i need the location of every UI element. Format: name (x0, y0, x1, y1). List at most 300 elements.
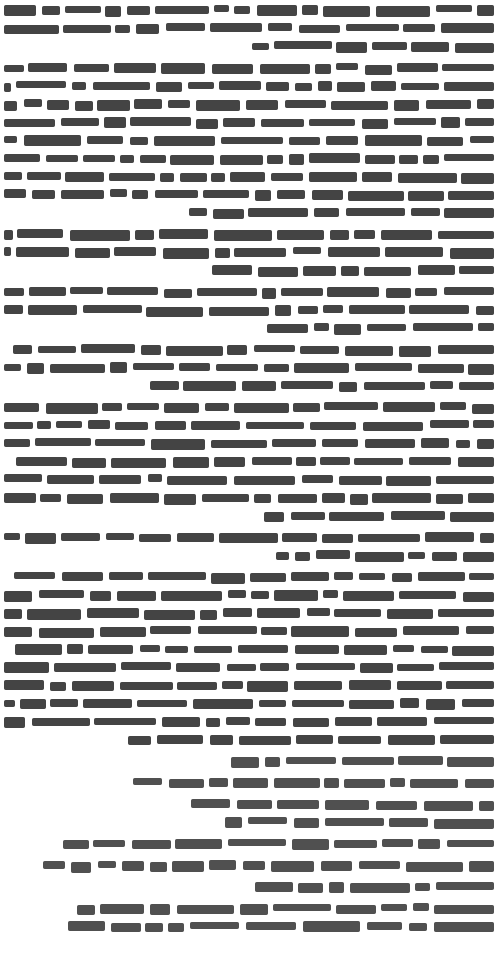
ink-stroke (203, 190, 249, 198)
signatory-entry (4, 879, 494, 895)
ink-stroke (148, 572, 206, 580)
ink-stroke (430, 381, 453, 389)
ink-stroke (367, 324, 406, 331)
ink-stroke (242, 381, 276, 392)
ink-stroke (100, 904, 144, 914)
ink-stroke (325, 800, 369, 810)
ink-stroke (350, 494, 368, 504)
text-line (4, 918, 494, 934)
ink-stroke (441, 23, 494, 32)
ink-stroke (399, 346, 431, 357)
ink-stroke (323, 590, 339, 598)
text-line (4, 378, 494, 394)
ink-stroke (16, 247, 68, 256)
ink-stroke (458, 457, 494, 467)
ink-stroke (16, 81, 66, 89)
ink-stroke (139, 534, 171, 543)
ink-stroke (100, 627, 146, 637)
ink-stroke (163, 248, 209, 259)
ink-stroke (336, 63, 358, 70)
ink-stroke (145, 923, 163, 932)
ink-stroke (299, 25, 340, 33)
ink-stroke (50, 699, 78, 707)
signatory-entry (4, 836, 494, 852)
ink-stroke (394, 118, 436, 125)
ink-stroke (47, 475, 93, 485)
ink-stroke (4, 364, 21, 371)
ink-stroke (444, 208, 494, 218)
ink-stroke (4, 305, 23, 314)
signatories-list (4, 753, 494, 934)
text-line (4, 150, 494, 166)
ink-stroke (345, 346, 393, 355)
ink-stroke (338, 736, 381, 744)
text-line (4, 453, 494, 469)
text-line (4, 204, 494, 220)
ink-stroke (214, 5, 229, 12)
ink-stroke (430, 420, 469, 428)
ink-stroke (339, 382, 357, 392)
ink-stroke (148, 474, 162, 481)
text-line (4, 732, 494, 748)
ink-stroke (314, 208, 339, 216)
ink-stroke (267, 155, 283, 164)
ink-stroke (398, 756, 443, 765)
ink-stroke (413, 323, 473, 331)
ink-stroke (349, 700, 394, 710)
ink-stroke (415, 883, 431, 892)
ink-stroke (140, 155, 166, 163)
ink-stroke (38, 346, 76, 353)
ink-stroke (4, 533, 20, 541)
ink-stroke (167, 476, 227, 485)
ink-stroke (46, 403, 98, 414)
ink-stroke (376, 801, 417, 811)
ink-stroke (450, 512, 494, 523)
ink-stroke (172, 861, 205, 872)
ink-stroke (156, 82, 182, 92)
ink-stroke (292, 700, 344, 708)
ink-stroke (260, 64, 310, 74)
ink-stroke (329, 882, 344, 893)
ink-stroke (130, 117, 191, 126)
ink-stroke (330, 230, 349, 240)
ink-stroke (337, 82, 365, 93)
ink-stroke (425, 532, 474, 542)
ink-stroke (4, 474, 42, 482)
ink-stroke (214, 457, 246, 468)
ink-stroke (97, 100, 130, 111)
ink-stroke (133, 778, 162, 786)
ink-stroke (254, 494, 272, 503)
ink-stroke (275, 305, 291, 316)
ink-stroke (72, 458, 106, 469)
ink-stroke (295, 552, 310, 561)
ink-stroke (388, 735, 435, 745)
ink-stroke (196, 119, 218, 129)
ink-stroke (298, 306, 318, 314)
ink-stroke (318, 81, 332, 91)
ink-stroke (93, 82, 150, 91)
ink-stroke (164, 289, 193, 298)
ink-stroke (363, 422, 423, 431)
ink-stroke (240, 904, 268, 915)
ink-stroke (446, 681, 494, 689)
text-line (4, 341, 494, 357)
ink-stroke (136, 24, 159, 34)
text-line (4, 857, 494, 873)
ink-stroke (294, 681, 342, 690)
ink-stroke (159, 229, 208, 239)
ink-stroke (272, 439, 316, 448)
statement-paragraph (4, 2, 494, 54)
ink-stroke (439, 662, 494, 670)
ink-stroke (74, 64, 109, 72)
ink-stroke (77, 905, 95, 915)
ink-stroke (434, 819, 494, 830)
ink-stroke (314, 323, 329, 331)
ink-stroke (215, 248, 230, 258)
ink-stroke (177, 682, 217, 690)
ink-stroke (339, 476, 382, 486)
ink-stroke (285, 100, 326, 108)
text-line (4, 284, 494, 300)
ink-stroke (381, 230, 432, 240)
ink-stroke (322, 534, 353, 543)
ink-stroke (459, 266, 494, 274)
ink-stroke (477, 439, 494, 449)
ink-stroke (56, 421, 83, 428)
ink-stroke (397, 63, 437, 71)
ink-stroke (316, 550, 350, 559)
ink-stroke (111, 923, 141, 933)
ink-stroke (43, 861, 65, 869)
ink-stroke (121, 662, 171, 670)
ink-stroke (406, 862, 463, 872)
ink-stroke (444, 154, 494, 161)
ink-stroke (463, 592, 494, 603)
ink-stroke (94, 718, 156, 725)
ink-stroke (409, 923, 427, 931)
ink-stroke (14, 572, 55, 579)
ink-stroke (465, 779, 494, 788)
text-line (4, 302, 494, 318)
ink-stroke (346, 208, 405, 216)
signatory-entry (4, 796, 494, 830)
ink-stroke (40, 494, 61, 502)
ink-stroke (382, 839, 413, 847)
signatory-entry (4, 857, 494, 873)
ink-stroke (4, 136, 17, 143)
ink-stroke (212, 265, 252, 275)
ink-stroke (117, 591, 156, 602)
ink-stroke (95, 439, 145, 446)
ink-stroke (250, 573, 285, 583)
ink-stroke (135, 230, 154, 241)
ink-stroke (162, 717, 200, 728)
ink-stroke (190, 922, 240, 929)
ink-stroke (291, 512, 325, 520)
ink-stroke (227, 664, 256, 671)
ink-stroke (39, 590, 84, 598)
ink-stroke (289, 154, 304, 165)
ink-stroke (205, 403, 229, 412)
ink-stroke (4, 172, 22, 180)
ink-stroke (4, 288, 24, 296)
ink-stroke (75, 101, 93, 112)
ink-stroke (400, 698, 419, 707)
ink-stroke (27, 609, 81, 619)
statement-paragraph (4, 60, 494, 220)
ink-stroke (255, 718, 286, 726)
ink-stroke (221, 137, 283, 145)
ink-stroke (120, 155, 134, 163)
ink-stroke (219, 81, 262, 90)
ink-stroke (397, 681, 442, 690)
ink-stroke (4, 25, 59, 34)
text-line (4, 623, 494, 639)
ink-stroke (226, 717, 250, 724)
ink-stroke (237, 800, 272, 808)
ink-stroke (274, 778, 319, 788)
ink-stroke (376, 6, 430, 17)
ink-stroke (83, 155, 115, 162)
ink-stroke (470, 136, 494, 144)
ink-stroke (211, 440, 267, 448)
ink-stroke (212, 64, 253, 74)
ink-stroke (161, 591, 222, 602)
text-line (4, 587, 494, 603)
ink-stroke (110, 362, 127, 373)
ink-stroke (65, 172, 104, 181)
signatory-entry (4, 900, 494, 934)
ink-stroke (219, 533, 278, 543)
ink-stroke (32, 190, 55, 199)
ink-stroke (251, 591, 268, 599)
ink-stroke (216, 364, 258, 371)
ink-stroke (403, 24, 435, 32)
text-line (4, 262, 494, 278)
ink-stroke (426, 100, 471, 109)
ink-stroke (210, 735, 233, 745)
ink-stroke (4, 119, 55, 128)
document-page (4, 2, 494, 970)
ink-stroke (436, 476, 494, 484)
signatory-entry (4, 753, 494, 769)
statement-paragraph (4, 284, 494, 336)
ink-stroke (277, 230, 324, 240)
ink-stroke (358, 534, 420, 543)
ink-stroke (409, 305, 469, 314)
ink-stroke (127, 403, 159, 411)
ink-stroke (211, 573, 245, 583)
ink-stroke (372, 42, 407, 50)
ink-stroke (261, 627, 287, 635)
ink-stroke (141, 345, 162, 355)
ink-stroke (438, 609, 494, 617)
ink-stroke (99, 475, 141, 484)
ink-stroke (476, 306, 494, 315)
ink-stroke (193, 699, 253, 708)
ink-stroke (259, 700, 285, 707)
ink-stroke (128, 736, 152, 745)
ink-stroke (327, 287, 380, 296)
ink-stroke (334, 572, 353, 581)
text-line (4, 168, 494, 184)
text-line (4, 78, 494, 94)
ink-stroke (264, 364, 289, 373)
ink-stroke (4, 493, 36, 503)
ink-stroke (322, 439, 358, 447)
ink-stroke (107, 287, 158, 295)
ink-stroke (65, 6, 101, 13)
ink-stroke (257, 5, 298, 15)
ink-stroke (408, 191, 444, 200)
ink-stroke (122, 861, 144, 871)
ink-stroke (231, 757, 258, 768)
ink-stroke (348, 191, 404, 201)
ink-stroke (4, 422, 33, 429)
ink-stroke (13, 345, 33, 354)
ink-stroke (271, 861, 315, 872)
ink-stroke (47, 100, 69, 110)
ink-stroke (295, 83, 312, 92)
ink-stroke (441, 117, 460, 128)
ink-stroke (39, 628, 94, 638)
ink-stroke (418, 839, 440, 848)
ink-stroke (223, 608, 252, 617)
ink-stroke (322, 493, 345, 503)
ink-stroke (151, 439, 205, 449)
statement-paragraph (4, 529, 494, 563)
ink-stroke (50, 682, 66, 692)
ink-stroke (365, 439, 415, 448)
text-line (4, 879, 494, 895)
ink-stroke (133, 363, 175, 370)
ink-stroke (183, 381, 235, 391)
ink-stroke (293, 403, 319, 412)
ink-stroke (377, 717, 427, 726)
ink-stroke (401, 83, 438, 91)
ink-stroke (310, 422, 357, 431)
ink-stroke (228, 839, 286, 846)
ink-stroke (169, 779, 204, 787)
ink-stroke (320, 457, 350, 465)
ink-stroke (355, 363, 412, 371)
ink-stroke (164, 403, 199, 413)
text-line (4, 471, 494, 487)
ink-stroke (4, 609, 22, 619)
ink-stroke (360, 663, 393, 673)
ink-stroke (349, 680, 391, 690)
ink-stroke (335, 717, 372, 727)
ink-stroke (323, 305, 342, 313)
text-line (4, 569, 494, 585)
ink-stroke (227, 345, 247, 356)
ink-stroke (98, 861, 116, 869)
ink-stroke (442, 64, 494, 71)
ink-stroke (328, 247, 381, 256)
ink-stroke (440, 735, 494, 745)
ink-stroke (246, 100, 278, 110)
ink-stroke (140, 645, 161, 653)
text-line (4, 226, 494, 242)
ink-stroke (88, 645, 133, 654)
ink-stroke (296, 663, 355, 670)
ink-stroke (408, 552, 425, 559)
ink-stroke (83, 305, 142, 313)
ink-stroke (155, 421, 187, 430)
ink-stroke (170, 155, 214, 165)
ink-stroke (255, 882, 293, 892)
ink-stroke (115, 25, 130, 33)
ink-stroke (447, 757, 494, 767)
ink-stroke (150, 381, 180, 390)
ink-stroke (281, 381, 333, 388)
ink-stroke (421, 646, 448, 653)
ink-stroke (109, 173, 155, 181)
ink-stroke (274, 590, 317, 601)
ink-stroke (252, 457, 291, 465)
ink-stroke (104, 117, 126, 127)
ink-stroke (105, 6, 120, 17)
ink-stroke (176, 663, 221, 673)
ink-stroke (222, 681, 243, 689)
text-line (4, 677, 494, 693)
ink-stroke (180, 173, 207, 182)
ink-stroke (293, 247, 321, 254)
text-line (4, 508, 494, 524)
ink-stroke (343, 591, 394, 601)
ink-stroke (102, 403, 122, 411)
ink-stroke (418, 572, 465, 580)
ink-stroke (268, 23, 292, 30)
ink-stroke (4, 247, 11, 255)
signatory-entry (4, 775, 494, 791)
ink-stroke (191, 799, 230, 808)
ink-stroke (354, 230, 375, 239)
ink-stroke (46, 155, 78, 162)
ink-stroke (225, 817, 242, 827)
ink-stroke (462, 699, 494, 707)
ink-stroke (477, 99, 494, 109)
ink-stroke (111, 458, 167, 468)
ink-stroke (32, 718, 89, 725)
ink-stroke (385, 247, 443, 257)
ink-stroke (209, 778, 228, 787)
ink-stroke (63, 25, 110, 34)
ink-stroke (399, 591, 456, 598)
ink-stroke (200, 610, 217, 620)
ink-stroke (4, 230, 13, 239)
ink-stroke (132, 190, 148, 199)
ink-stroke (62, 572, 103, 581)
ink-stroke (106, 533, 135, 540)
statement-paragraph (4, 399, 494, 523)
text-line (4, 96, 494, 112)
ink-stroke (397, 664, 434, 672)
ink-stroke (234, 403, 289, 412)
ink-stroke (344, 779, 385, 787)
text-line (4, 753, 494, 769)
ink-stroke (168, 923, 184, 932)
ink-stroke (438, 231, 494, 239)
ink-stroke (291, 572, 329, 581)
ink-stroke (127, 6, 150, 15)
ink-stroke (426, 699, 455, 710)
ink-stroke (444, 287, 494, 295)
ink-stroke (289, 137, 320, 145)
